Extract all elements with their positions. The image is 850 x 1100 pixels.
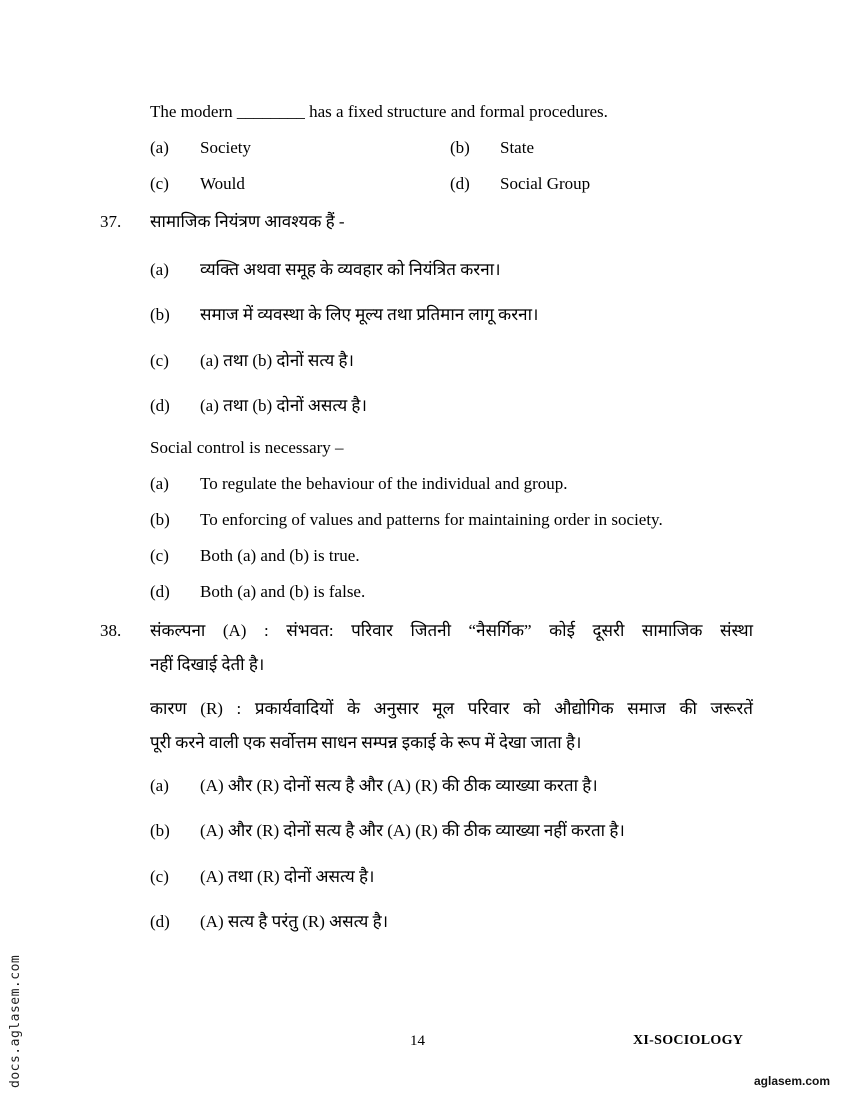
q38-option-c-label: (c) [150, 867, 169, 886]
q38-option-c-text: (A) तथा (R) दोनों असत्य है। [200, 867, 375, 886]
q37-hi-option-b-text: समाज में व्यवस्था के लिए मूल्य तथा प्रतिमान लागू करना। [200, 305, 539, 324]
q37-en-option-a-text: To regulate the behaviour of the individual and group. [200, 474, 568, 493]
q37-en-option-d-label: (d) [150, 582, 170, 601]
q36-option-c-label: (c) [150, 174, 169, 193]
q37-hi-option-d-text: (a) तथा (b) दोनों असत्य है। [200, 396, 367, 415]
q36-option-d-text: Social Group [500, 174, 591, 193]
q38-number: 38. [100, 621, 122, 640]
q37-hi-option-b-label: (b) [150, 305, 170, 324]
q38-option-b-text: (A) और (R) दोनों सत्य है और (A) (R) की ठीक व्याख्या नहीं करता है। [200, 821, 625, 840]
q36-option-d-label: (d) [450, 174, 470, 193]
q38-option-d-label: (d) [150, 912, 170, 931]
side-watermark: docs.aglasem.com [8, 954, 23, 1088]
q36-stem-en: The modern ________ has a fixed structure and formal procedures. [150, 102, 608, 121]
q36-option-a-text: Society [200, 138, 251, 157]
q37-en-option-c-label: (c) [150, 546, 169, 565]
q37-number: 37. [100, 212, 122, 231]
q38-reason-line2: पूरी करने वाली एक सर्वोत्तम साधन सम्पन्न इकाई के रूप में देखा जाता है। [150, 733, 582, 752]
q37-hi-option-c-label: (c) [150, 351, 169, 370]
q38-reason [150, 692, 753, 760]
q36-option-b-label: (b) [450, 138, 470, 157]
page-number: 14 [410, 1033, 425, 1049]
q38-assertion-line2: नहीं दिखाई देती है। [150, 655, 265, 674]
q37-hi-option-d-label: (d) [150, 396, 170, 415]
q37-en-option-b-text: To enforcing of values and patterns for maintaining order in society. [200, 510, 663, 529]
subject-code: XI-SOCIOLOGY [633, 1033, 744, 1048]
q38-option-a-text: (A) और (R) दोनों सत्य है और (A) (R) की ठीक व्याख्या करता है। [200, 776, 598, 795]
q37-en-option-d-text: Both (a) and (b) is false. [200, 582, 366, 601]
q38-option-d-text: (A) सत्य है परंतु (R) असत्य है। [200, 912, 389, 931]
q37-hi-option-a-label: (a) [150, 260, 169, 279]
bottom-watermark: aglasem.com [754, 1074, 831, 1088]
q37-hi-option-a-text: व्यक्ति अथवा समूह के व्यवहार को नियंत्रित करना। [200, 260, 501, 279]
q38-assertion [150, 614, 753, 682]
q38-assertion-line1: संकल्पना (A) : संभवत: परिवार जितनी “नैसर्गिक” कोई दूसरी सामाजिक संस्था [150, 621, 753, 640]
q37-stem-en: Social control is necessary – [150, 438, 344, 457]
q37-en-option-b-label: (b) [150, 510, 170, 529]
q38-option-a-label: (a) [150, 776, 169, 795]
q37-stem-hi: सामाजिक नियंत्रण आवश्यक हैं - [150, 212, 345, 231]
q36-option-b-text: State [500, 138, 534, 157]
q38-reason-line1: कारण (R) : प्रकार्यवादियों के अनुसार मूल परिवार को औद्योगिक समाज की जरूरतें [150, 699, 753, 718]
q36-option-a-label: (a) [150, 138, 169, 157]
q36-option-c-text: Would [200, 174, 245, 193]
q37-hi-option-c-text: (a) तथा (b) दोनों सत्य है। [200, 351, 354, 370]
q38-option-b-label: (b) [150, 821, 170, 840]
q37-en-option-c-text: Both (a) and (b) is true. [200, 546, 360, 565]
q37-en-option-a-label: (a) [150, 474, 169, 493]
